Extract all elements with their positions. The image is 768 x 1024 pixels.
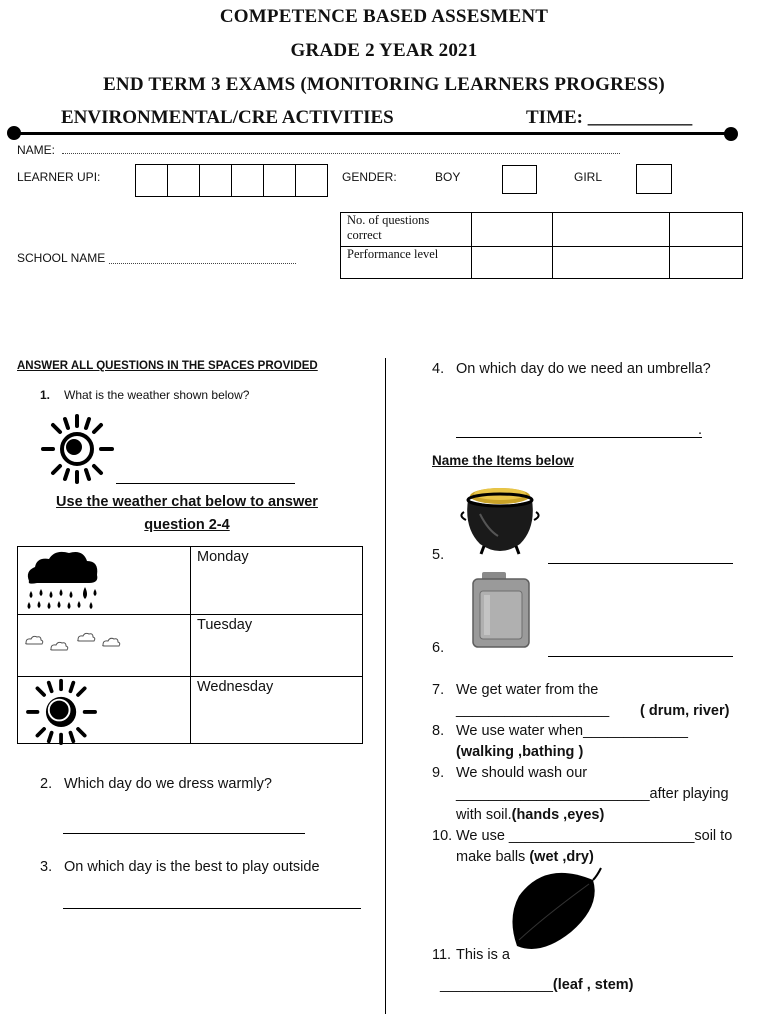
q1-number: 1. — [40, 388, 51, 402]
q3-number: 3. — [40, 859, 53, 875]
jerrycan-icon — [470, 571, 532, 649]
score-table — [340, 212, 743, 279]
boy-label: BOY — [435, 170, 461, 184]
cloud-icon — [23, 631, 133, 661]
q10-number: 10. — [432, 828, 453, 844]
sun-icon — [38, 412, 118, 484]
upi-box[interactable] — [199, 164, 232, 197]
q8-text: We use water when_____________ — [456, 723, 688, 739]
q9-text: We should wash our — [456, 765, 588, 781]
q7-blank[interactable]: ___________________ — [456, 702, 610, 718]
subject-title: ENVIRONMENTAL/CRE ACTIVITIES — [61, 107, 394, 128]
rule-end-dot — [7, 126, 21, 140]
q3-answer-line[interactable] — [63, 908, 361, 909]
q1-text: What is the weather shown below? — [64, 388, 250, 402]
rain-cloud-icon — [23, 547, 107, 613]
q7-text: We get water from the — [456, 682, 599, 698]
weather-cell-sunny — [18, 677, 191, 744]
name-items-heading: Name the Items below — [432, 453, 574, 468]
q3-text: On which day is the best to play outside — [64, 859, 320, 875]
q2-text: Which day do we dress warmly? — [64, 776, 272, 792]
score-cell[interactable] — [553, 213, 670, 247]
q5-number: 5. — [432, 547, 445, 563]
q2-answer-line[interactable] — [63, 833, 305, 834]
q11-options: (leaf , stem) — [552, 977, 634, 993]
q6-number: 6. — [432, 640, 445, 656]
q11-line2 — [440, 977, 634, 993]
q10-text[interactable]: We use _______________________soil to — [456, 828, 733, 844]
header-rule — [14, 132, 730, 135]
name-field[interactable] — [62, 153, 620, 154]
score-label-performance: Performance level — [341, 247, 472, 279]
q6-answer-line[interactable] — [548, 656, 733, 657]
exam-term: END TERM 3 EXAMS (MONITORING LEARNERS PROGRESS) — [103, 74, 665, 95]
score-cell[interactable] — [472, 247, 553, 279]
q4-number: 4. — [432, 361, 445, 377]
day-wednesday: Wednesday — [191, 677, 363, 744]
q9-options: (hands ,eyes) — [511, 807, 605, 823]
rule-end-dot — [724, 127, 738, 141]
gender-label: GENDER: — [342, 170, 397, 184]
score-label-correct: No. of questions correct — [341, 213, 472, 247]
score-cell[interactable] — [670, 213, 743, 247]
q11-number: 11. — [432, 947, 452, 963]
q8-number: 8. — [432, 723, 445, 739]
day-monday: Monday — [191, 547, 363, 615]
chart-heading-question: question 2-4 — [144, 517, 230, 533]
q7-number: 7. — [432, 682, 445, 698]
q10-line2 — [456, 849, 594, 865]
score-cell[interactable] — [472, 213, 553, 247]
instruction: ANSWER ALL QUESTIONS IN THE SPACES PROVIDED — [17, 360, 318, 372]
school-name-field[interactable] — [109, 263, 296, 264]
upi-box[interactable] — [295, 164, 328, 197]
q10-line2-text: make balls — [456, 849, 530, 865]
sun-icon — [22, 677, 102, 745]
q11-text: This is a — [456, 947, 510, 963]
girl-checkbox[interactable] — [636, 164, 672, 194]
leaf-icon — [505, 866, 607, 956]
upi-box[interactable] — [167, 164, 200, 197]
q2-number: 2. — [40, 776, 53, 792]
q4-text: On which day do we need an umbrella? — [456, 361, 711, 377]
q9-line3 — [456, 807, 604, 823]
score-cell[interactable] — [553, 247, 670, 279]
q8-options: (walking ,bathing ) — [456, 744, 584, 760]
upi-boxes[interactable] — [135, 164, 328, 197]
weather-cell-rain — [18, 547, 191, 615]
upi-box[interactable] — [263, 164, 296, 197]
weather-chart — [17, 546, 363, 744]
q11-blank[interactable]: ______________ — [440, 977, 553, 993]
school-name-label: SCHOOL NAME — [17, 251, 106, 265]
q9-line3-text: with soil. — [456, 807, 512, 823]
boy-checkbox[interactable] — [502, 165, 537, 194]
name-label: NAME: — [17, 143, 56, 157]
cooking-pot-icon — [458, 484, 544, 558]
time-label: TIME: ___________ — [526, 107, 693, 128]
weather-cell-cloudy — [18, 615, 191, 677]
q4-answer-line[interactable] — [456, 437, 702, 438]
chart-heading: Use the weather chat below to answer — [56, 494, 318, 510]
q7-options: ( drum, river) — [640, 703, 730, 719]
q9-number: 9. — [432, 765, 445, 781]
day-tuesday: Tuesday — [191, 615, 363, 677]
upi-box[interactable] — [135, 164, 168, 197]
q9-line2[interactable]: ________________________after playing — [456, 786, 729, 802]
upi-box[interactable] — [231, 164, 264, 197]
grade-year: GRADE 2 YEAR 2021 — [290, 40, 478, 61]
q1-answer-line[interactable] — [116, 483, 295, 484]
exam-title: COMPETENCE BASED ASSESMENT — [219, 6, 549, 27]
girl-label: GIRL — [574, 170, 603, 184]
q5-answer-line[interactable] — [548, 563, 733, 564]
column-divider — [385, 358, 386, 1014]
upi-label: LEARNER UPI: — [17, 170, 101, 184]
q4-period: . — [698, 422, 703, 438]
q10-options: (wet ,dry) — [529, 849, 594, 865]
score-cell[interactable] — [670, 247, 743, 279]
